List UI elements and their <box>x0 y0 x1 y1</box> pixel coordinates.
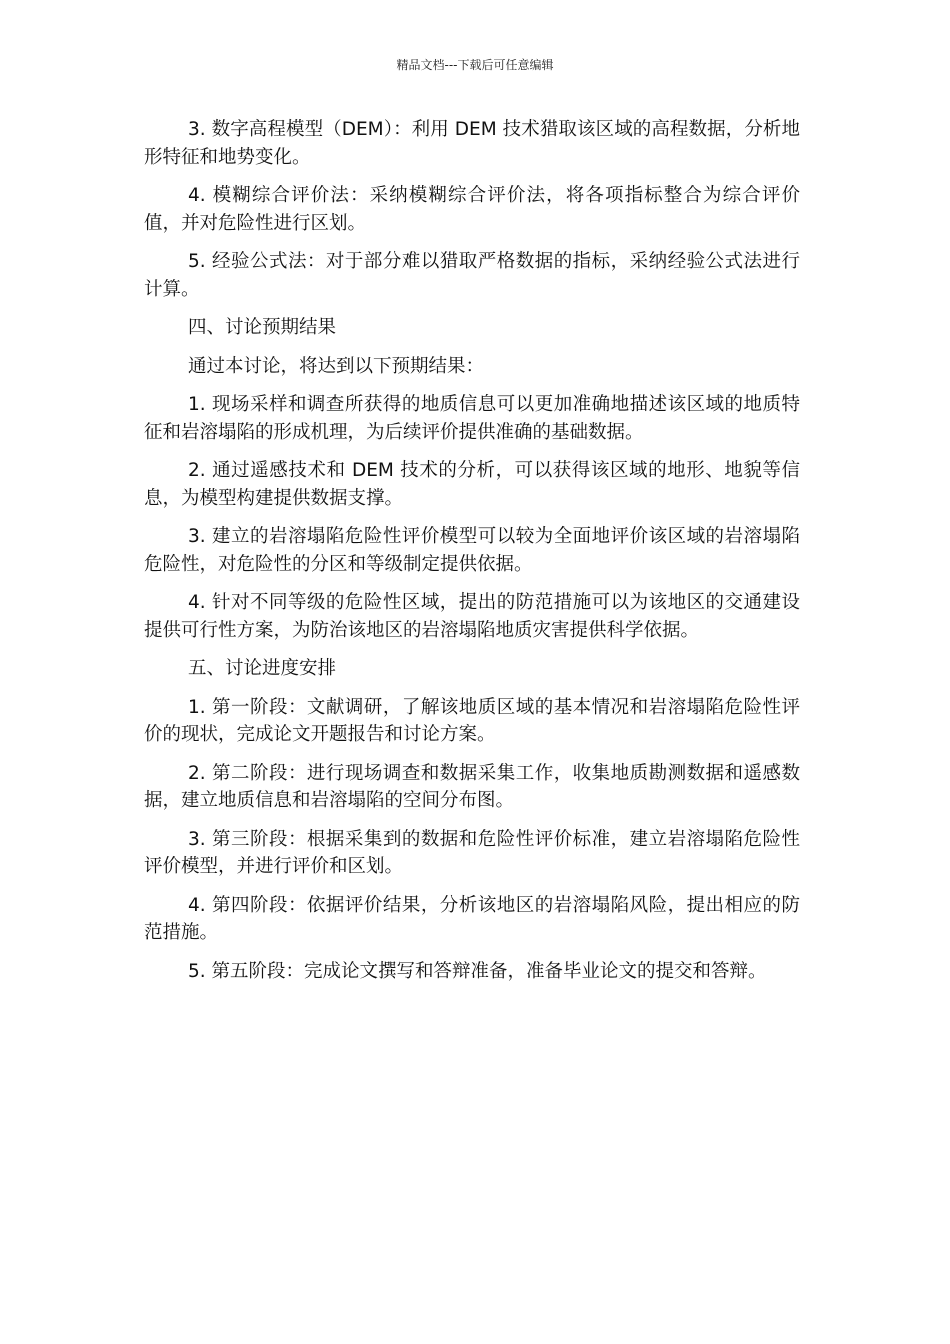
paragraph-expected-3: 3. 建立的岩溶塌陷危险性评价模型可以较为全面地评价该区域的岩溶塌陷危险性，对危险性的分区和等级制定提供依据。 <box>144 526 800 575</box>
section-heading-expected-results: 四、讨论预期结果 <box>188 317 337 338</box>
paragraph-expected-2: 2. 通过遥感技术和 DEM 技术的分析，可以获得该区域的地形、地貌等信息，为模型构建提供数据支撑。 <box>144 460 800 509</box>
paragraph-stage-2: 2. 第二阶段：进行现场调查和数据采集工作，收集地质勘测数据和遥感数据，建立地质信息和岩溶塌陷的空间分布图。 <box>144 762 800 811</box>
paragraph-method-fuzzy: 4. 模糊综合评价法：采纳模糊综合评价法，将各项指标整合为综合评价值，并对危险性进行区划。 <box>144 185 800 234</box>
paragraph-expected-intro: 通过本讨论，将达到以下预期结果： <box>188 355 485 377</box>
paragraph-expected-1: 1. 现场采样和调查所获得的地质信息可以更加准确地描述该区域的地质特征和岩溶塌陷的形成机理，为后续评价提供准确的基础数据。 <box>144 394 800 443</box>
paragraph-method-empirical: 5. 经验公式法：对于部分难以猎取严格数据的指标，采纳经验公式法进行计算。 <box>144 251 800 300</box>
document-body <box>144 116 800 996</box>
paragraph-stage-4: 4. 第四阶段：依据评价结果，分析该地区的岩溶塌陷风险，提出相应的防范措施。 <box>144 894 800 943</box>
paragraph-stage-3: 3. 第三阶段：根据采集到的数据和危险性评价标准，建立岩溶塌陷危险性评价模型，并进行评价和区划。 <box>144 828 800 877</box>
section-heading-schedule: 五、讨论进度安排 <box>188 658 337 679</box>
page-header: 精品文档---下载后可任意编辑 <box>396 58 554 72</box>
paragraph-method-dem: 3. 数字高程模型（DEM）：利用 DEM 技术猎取该区域的高程数据，分析地形特征和地势变化。 <box>144 119 800 168</box>
paragraph-stage-5: 5. 第五阶段：完成论文撰写和答辩准备，准备毕业论文的提交和答辩。 <box>188 960 767 982</box>
paragraph-expected-4: 4. 针对不同等级的危险性区域，提出的防范措施可以为该地区的交通建设提供可行性方案，为防治该地区的岩溶塌陷地质灾害提供科学依据。 <box>144 592 800 641</box>
paragraph-stage-1: 1. 第一阶段：文献调研，了解该地质区域的基本情况和岩溶塌陷危险性评价的现状，完成论文开题报告和讨论方案。 <box>144 696 800 745</box>
